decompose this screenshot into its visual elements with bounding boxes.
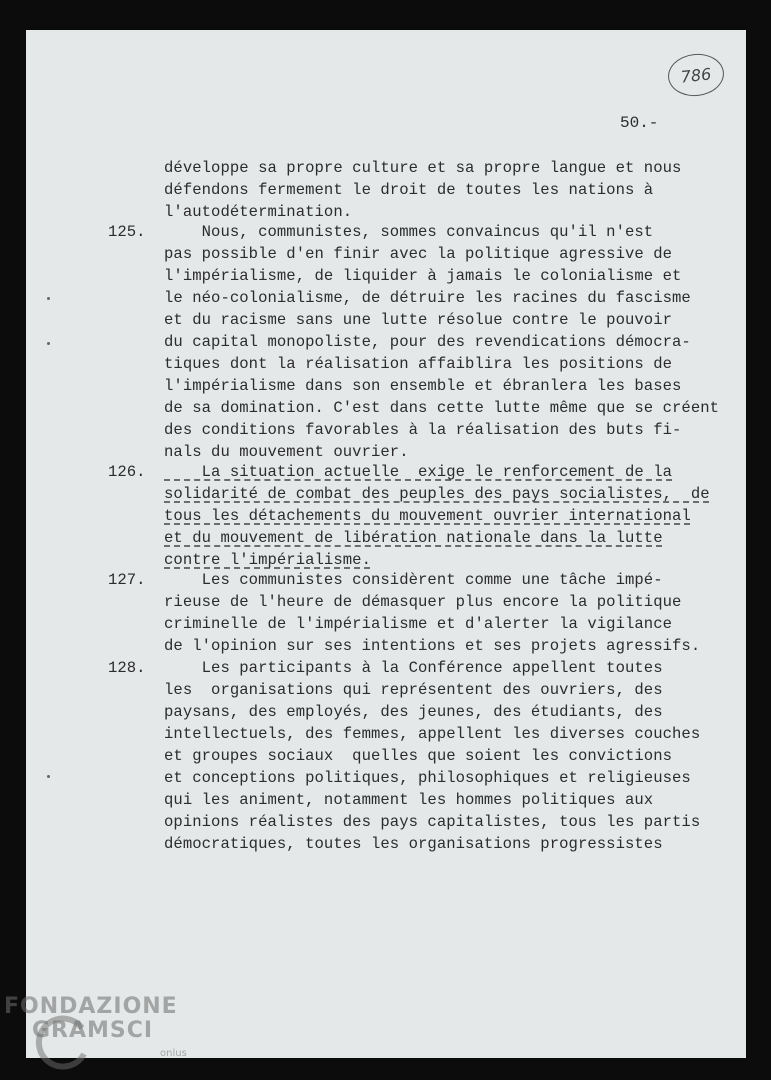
- text-line: paysans, des employés, des jeunes, des étudiants, des: [164, 703, 663, 721]
- watermark-line1: FONDAZIONE: [4, 994, 178, 1019]
- text-line: Nous, communistes, sommes convaincus qu'il n'est: [164, 223, 654, 241]
- archive-watermark: [4, 994, 204, 1074]
- text-line: qui les animent, notamment les hommes politiques aux: [164, 791, 654, 809]
- watermark-line2: GRAMSCI: [32, 1018, 154, 1043]
- text-line: des conditions favorables à la réalisation des buts fi-: [164, 421, 682, 439]
- text-line: démocratiques, toutes les organisations progressistes: [164, 835, 663, 853]
- text-line: nals du mouvement ouvrier.: [164, 443, 409, 461]
- page-number: 50.-: [620, 114, 659, 132]
- text-line: intellectuels, des femmes, appellent les diverses couches: [164, 725, 701, 743]
- text-line: les organisations qui représentent des ouvriers, des: [164, 681, 663, 699]
- text-line-underlined: et du mouvement de libération nationale dans la lutte: [164, 529, 663, 547]
- paragraph-number-125: 125.: [108, 223, 146, 241]
- text-line: et groupes sociaux quelles que soient les convictions: [164, 747, 673, 765]
- archive-number: 786: [679, 63, 713, 87]
- margin-mark: [47, 342, 50, 345]
- text-line-underlined: solidarité de combat des peuples des pays socialistes, de: [164, 485, 710, 503]
- text-line: et du racisme sans une lutte résolue contre le pouvoir: [164, 311, 673, 329]
- watermark-line3: onlus: [160, 1048, 187, 1059]
- text-line: développe sa propre culture et sa propre langue et nous: [164, 159, 682, 177]
- paragraph-number-126: 126.: [108, 463, 146, 481]
- text-line: du capital monopoliste, pour des revendications démocra-: [164, 333, 691, 351]
- margin-mark: [47, 775, 50, 778]
- paragraph-number-127: 127.: [108, 571, 146, 589]
- text-line: défendons fermement le droit de toutes les nations à: [164, 181, 654, 199]
- text-line: l'impérialisme, de liquider à jamais le colonialisme et: [164, 267, 682, 285]
- text-line-underlined: contre l'impérialisme.: [164, 551, 371, 569]
- text-line: l'impérialisme dans son ensemble et ébranlera les bases: [164, 377, 682, 395]
- margin-mark: [47, 297, 50, 300]
- text-line: de l'opinion sur ses intentions et ses projets agressifs.: [164, 637, 701, 655]
- paragraph-number-128: 128.: [108, 659, 146, 677]
- text-line: Les participants à la Conférence appellent toutes: [164, 659, 663, 677]
- text-line: de sa domination. C'est dans cette lutte même que se créent: [164, 399, 720, 417]
- text-line-underlined: tous les détachements du mouvement ouvrier international: [164, 507, 691, 525]
- text-line: pas possible d'en finir avec la politique agressive de: [164, 245, 673, 263]
- text-line: rieuse de l'heure de démasquer plus encore la politique: [164, 593, 682, 611]
- text-line: l'autodétermination.: [164, 203, 353, 221]
- text-line-underlined: La situation actuelle exige le renforcement de la: [164, 463, 673, 481]
- text-line: le néo-colonialisme, de détruire les racines du fascisme: [164, 289, 691, 307]
- text-line: tiques dont la réalisation affaiblira les positions de: [164, 355, 673, 373]
- text-line: opinions réalistes des pays capitalistes, tous les partis: [164, 813, 701, 831]
- text-line: et conceptions politiques, philosophiques et religieuses: [164, 769, 691, 787]
- text-line: criminelle de l'impérialisme et d'alerter la vigilance: [164, 615, 673, 633]
- text-line: Les communistes considèrent comme une tâche impé-: [164, 571, 663, 589]
